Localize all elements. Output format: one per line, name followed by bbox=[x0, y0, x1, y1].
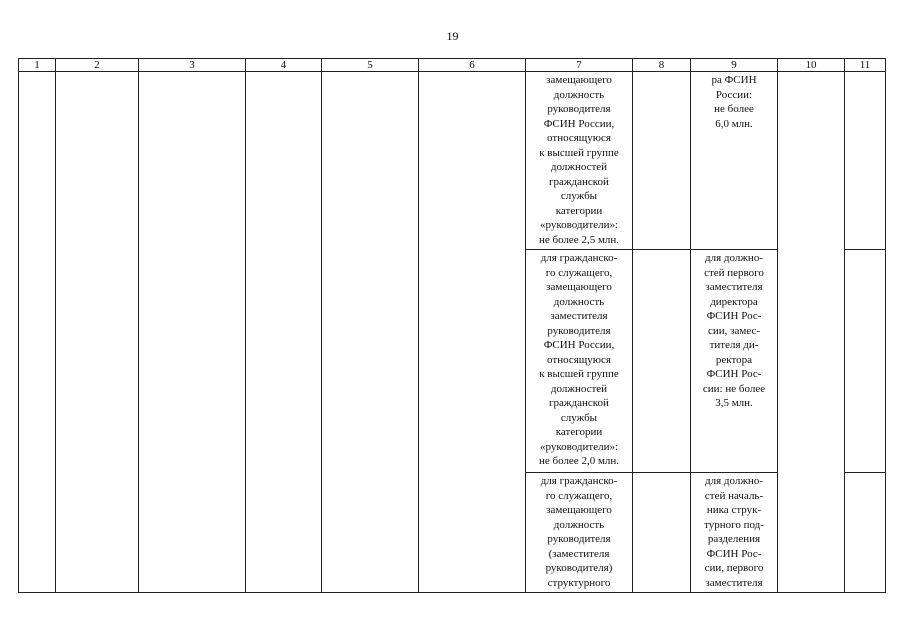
cell-line: России: bbox=[715, 88, 753, 101]
document-table bbox=[18, 58, 886, 593]
cell-line: структурного bbox=[547, 576, 611, 589]
cell-line: гражданской bbox=[549, 175, 609, 188]
cell-col6 bbox=[419, 72, 526, 593]
cell-line: сии: не более bbox=[702, 382, 766, 395]
cell-col9 bbox=[691, 250, 778, 473]
cell-line: руководителя bbox=[547, 103, 611, 115]
cell-line: не более 2,0 млн. bbox=[538, 455, 620, 467]
column-header-9: 9 bbox=[691, 59, 778, 72]
cell-line: «руководители»: bbox=[539, 440, 619, 453]
cell-text bbox=[526, 250, 632, 469]
cell-line: должность bbox=[553, 88, 605, 101]
cell-line: руководителя bbox=[547, 324, 611, 337]
column-header-10: 10 bbox=[778, 59, 845, 72]
cell-col5 bbox=[322, 72, 419, 593]
cell-line: гражданской bbox=[549, 397, 609, 409]
column-header-6: 6 bbox=[419, 59, 526, 72]
cell-line: сии, замес- bbox=[707, 324, 761, 337]
cell-line: замещающего bbox=[546, 504, 612, 516]
cell-line: не более 2,5 млн. bbox=[538, 233, 620, 246]
column-header-5: 5 bbox=[322, 59, 419, 72]
cell-col8 bbox=[633, 473, 691, 593]
cell-line: ФСИН Рос- bbox=[706, 310, 762, 322]
cell-line: должность bbox=[553, 518, 605, 531]
cell-line: (заместителя bbox=[548, 547, 610, 560]
cell-line: тителя ди- bbox=[709, 339, 759, 351]
cell-col9 bbox=[691, 473, 778, 593]
cell-col8 bbox=[633, 72, 691, 250]
cell-line: категории bbox=[555, 426, 603, 438]
column-header-4: 4 bbox=[246, 59, 322, 72]
cell-line: заместителя bbox=[550, 310, 608, 322]
column-header-8: 8 bbox=[633, 59, 691, 72]
cell-line: к высшей группе bbox=[539, 368, 619, 380]
cell-line: 6,0 млн. bbox=[715, 117, 753, 130]
cell-line: ника струк- bbox=[706, 504, 762, 516]
cell-line: не более bbox=[714, 103, 754, 115]
cell-col7 bbox=[526, 72, 633, 250]
cell-line: замещающего bbox=[546, 281, 612, 293]
cell-line: стей началь- bbox=[704, 489, 764, 502]
cell-text bbox=[526, 72, 632, 247]
cell-line: относящуюся bbox=[547, 132, 611, 144]
cell-line: стей первого bbox=[704, 266, 764, 279]
cell-col8 bbox=[633, 250, 691, 473]
cell-line: руководителя bbox=[547, 533, 611, 545]
cell-col7 bbox=[526, 473, 633, 593]
cell-line: заместителя bbox=[705, 281, 763, 293]
cell-line: должность bbox=[553, 295, 605, 308]
cell-line: для гражданско- bbox=[540, 475, 618, 487]
cell-line: го служащего, bbox=[545, 489, 613, 502]
cell-col4 bbox=[246, 72, 322, 593]
cell-col7 bbox=[526, 250, 633, 473]
cell-line: для должно- bbox=[705, 475, 763, 487]
cell-line: го служащего, bbox=[545, 266, 613, 279]
cell-line: ФСИН России, bbox=[543, 339, 615, 351]
column-header-7: 7 bbox=[526, 59, 633, 72]
cell-text bbox=[691, 473, 777, 590]
cell-line: относящуюся bbox=[547, 353, 611, 366]
cell-line: службы bbox=[560, 411, 598, 424]
cell-col9 bbox=[691, 72, 778, 250]
cell-col2 bbox=[56, 72, 139, 593]
cell-col11 bbox=[845, 72, 886, 250]
cell-line: ра ФСИН bbox=[711, 74, 757, 86]
table-row bbox=[19, 72, 886, 250]
cell-line: ФСИН Рос- bbox=[706, 368, 762, 380]
cell-line: к высшей группе bbox=[539, 146, 619, 159]
column-header-3: 3 bbox=[139, 59, 246, 72]
cell-col1 bbox=[19, 72, 56, 593]
cell-col11 bbox=[845, 250, 886, 473]
cell-line: ФСИН России, bbox=[543, 117, 615, 130]
header-row bbox=[19, 59, 886, 72]
cell-line: 3,5 млн. bbox=[715, 397, 753, 409]
cell-line: турного под- bbox=[704, 518, 764, 531]
cell-line: категории bbox=[555, 204, 603, 217]
page-number: 19 bbox=[446, 29, 459, 43]
column-header-1: 1 bbox=[19, 59, 56, 72]
cell-text bbox=[526, 473, 632, 590]
cell-text bbox=[691, 72, 777, 131]
column-header-2: 2 bbox=[56, 59, 139, 72]
cell-line: для гражданско- bbox=[540, 252, 618, 264]
cell-line: заместителя bbox=[705, 576, 763, 589]
cell-line: директора bbox=[710, 295, 758, 308]
cell-line: ректора bbox=[715, 353, 753, 366]
cell-line: разделения bbox=[707, 533, 761, 545]
cell-line: для должно- bbox=[705, 252, 763, 264]
cell-line: ФСИН Рос- bbox=[706, 547, 762, 560]
cell-col3 bbox=[139, 72, 246, 593]
cell-col11 bbox=[845, 473, 886, 593]
cell-line: руководителя) bbox=[545, 562, 613, 574]
cell-text bbox=[691, 250, 777, 411]
column-header-11: 11 bbox=[845, 59, 886, 72]
cell-col10 bbox=[778, 72, 845, 593]
cell-line: сии, первого bbox=[704, 562, 764, 574]
cell-line: замещающего bbox=[546, 74, 612, 86]
cell-line: должностей bbox=[550, 161, 608, 173]
cell-line: «руководители»: bbox=[539, 219, 619, 231]
cell-line: службы bbox=[560, 190, 598, 202]
cell-line: должностей bbox=[550, 382, 608, 395]
